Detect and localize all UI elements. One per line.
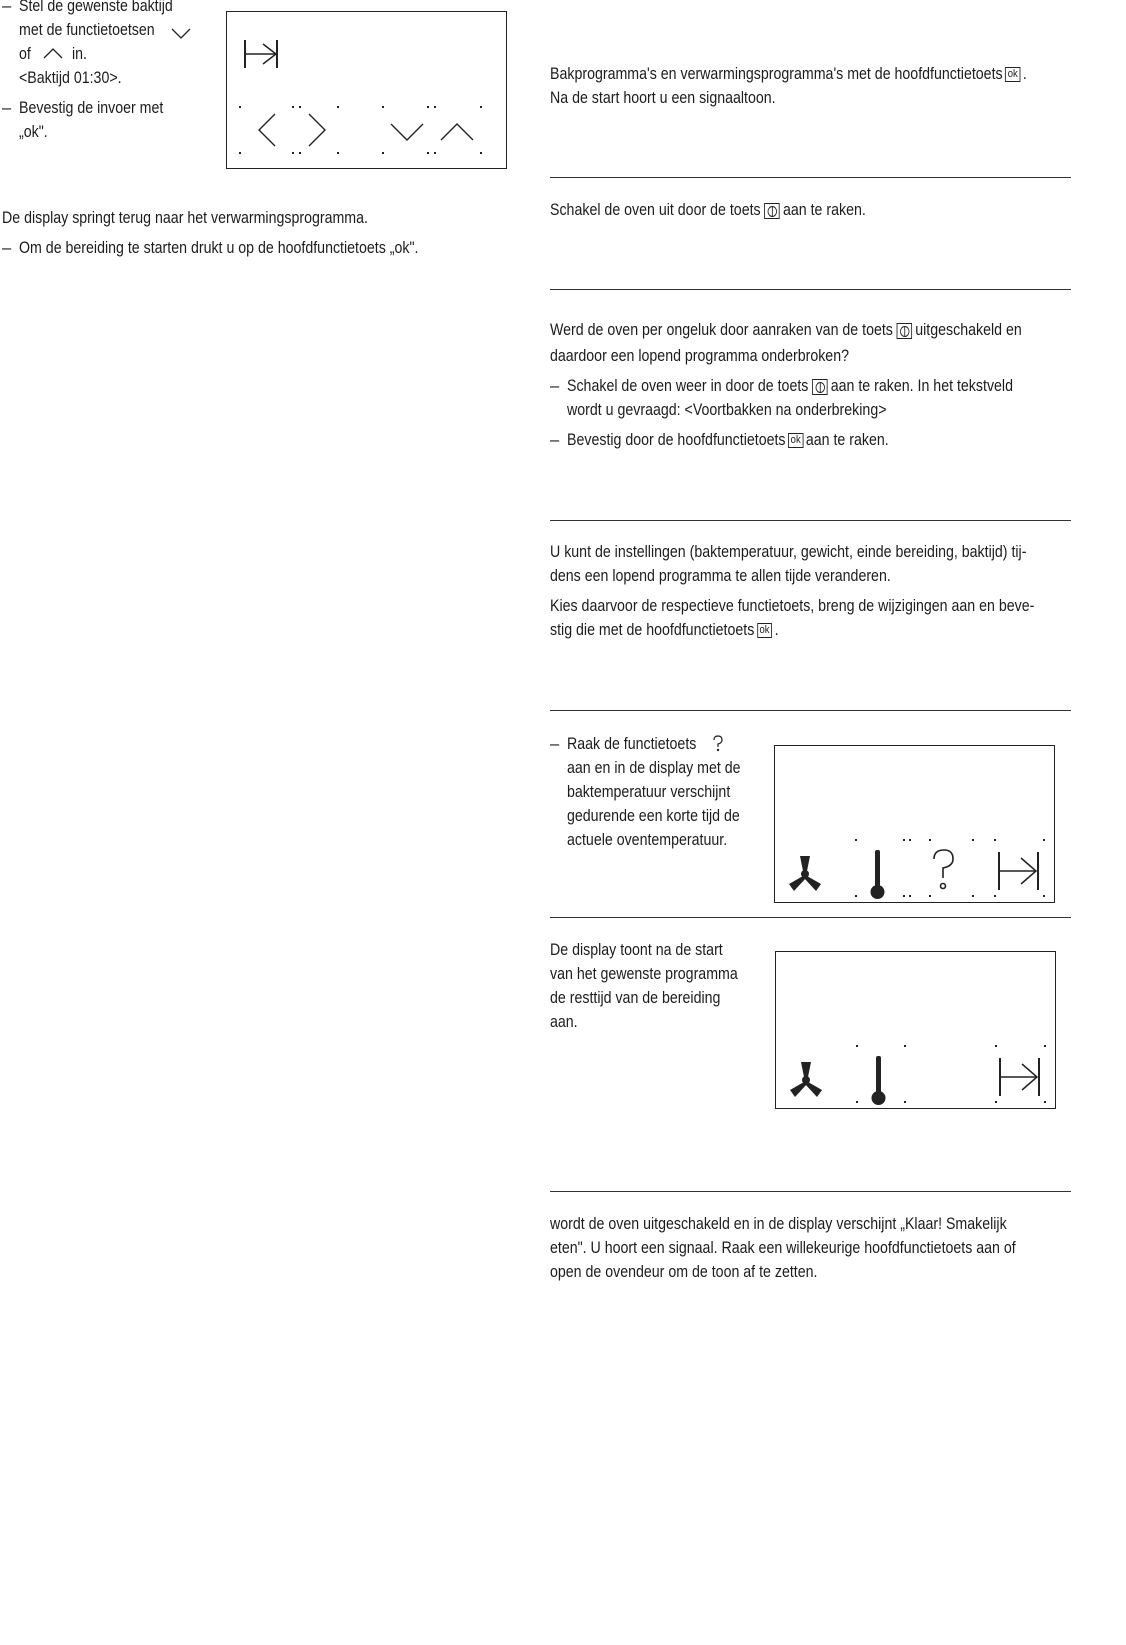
bullet-dash: – xyxy=(2,0,12,15)
chevron-up-icon xyxy=(42,46,64,60)
temperature-query-text: aan en in de display met de xyxy=(567,759,741,777)
start-instruction-text: Om de bereiding te starten drukt u op de hoofdfunctietoets „ok". xyxy=(19,239,419,257)
end-time-icon xyxy=(999,852,1038,890)
instruction-text: Stel de gewenste baktijd xyxy=(19,0,173,15)
change-settings-text: U kunt de instellingen (baktemperatuur, gewicht, einde bereiding, baktijd) tij- xyxy=(550,543,1027,561)
power-key-icon xyxy=(812,379,827,395)
temperature-query-text: actuele oventemperatuur. xyxy=(567,831,728,849)
change-settings-text: Kies daarvoor de respectieve functietoets, breng de wijzigingen aan en beve- xyxy=(550,597,1035,615)
bullet-dash: – xyxy=(550,735,560,753)
section-divider xyxy=(550,289,1071,290)
instruction-text: in. xyxy=(72,45,87,63)
instruction-text: met de functietoetsen xyxy=(19,21,155,39)
bullet-dash: – xyxy=(550,431,560,449)
temperature-query-text: Raak de functietoets xyxy=(567,735,697,753)
change-settings-text: dens een lopend programma te allen tijde veranderen. xyxy=(550,567,891,585)
temperature-query-text: baktemperatuur verschijnt xyxy=(567,783,731,801)
bullet-dash: – xyxy=(2,99,12,117)
confirm-instruction: Bevestig door de hoofdfunctietoets ok aan te raken. xyxy=(567,431,889,449)
bullet-dash: – xyxy=(550,377,560,395)
bullet-dash: – xyxy=(2,239,12,257)
finished-text: eten". U hoort een signaal. Raak een willekeurige hoofdfunctietoets aan of xyxy=(550,1239,1016,1257)
instruction-text: Bevestig de invoer met xyxy=(19,99,164,117)
instruction-text: „ok". xyxy=(19,123,48,141)
chevron-right-icon xyxy=(309,114,325,146)
oven-display-baktijd xyxy=(226,11,507,169)
remaining-time-text: De display toont na de start xyxy=(550,941,723,959)
thermometer-icon xyxy=(871,850,885,899)
section-divider xyxy=(550,710,1071,711)
display-key-row xyxy=(237,102,495,160)
resume-instruction: wordt u gevraagd: <Voortbakken na onderbreking> xyxy=(567,401,887,419)
end-time-icon xyxy=(1000,1058,1039,1096)
finished-text: wordt de oven uitgeschakeld en in de display verschijnt „Klaar! Smakelijk xyxy=(550,1215,1007,1233)
ok-key-icon: ok xyxy=(757,623,772,638)
resume-instruction: Schakel de oven weer in door de toets aan te raken. In het tekstveld xyxy=(567,377,1013,395)
chevron-down-icon xyxy=(391,124,423,140)
end-time-icon xyxy=(243,38,279,70)
ok-key-icon: ok xyxy=(788,433,803,448)
section-divider xyxy=(550,1191,1071,1192)
interruption-text: daardoor een lopend programma onderbroken? xyxy=(550,347,849,365)
change-settings-text: stig die met de hoofdfunctietoets ok . xyxy=(550,621,779,639)
thermometer-icon xyxy=(872,1056,886,1105)
remaining-time-text: aan. xyxy=(550,1013,578,1031)
start-program-text: Bakprogramma's en verwarmingsprogramma's met de hoofdfunctietoets ok . xyxy=(550,65,1027,83)
remaining-time-text: van het gewenste programma xyxy=(550,965,738,983)
display-return-text: De display springt terug naar het verwarmingsprogramma. xyxy=(2,209,368,227)
instruction-text: of xyxy=(19,45,31,63)
finished-text: open de ovendeur om de toon af te zetten. xyxy=(550,1263,818,1281)
power-key-icon xyxy=(764,203,779,219)
section-divider xyxy=(550,917,1071,918)
fan-icon xyxy=(790,1062,822,1097)
temperature-query-icon xyxy=(708,734,726,754)
chevron-up-icon xyxy=(441,124,473,140)
remaining-time-text: de resttijd van de bereiding xyxy=(550,989,721,1007)
instruction-text: <Baktijd 01:30>. xyxy=(19,69,122,87)
switch-off-text: Schakel de oven uit door de toets aan te raken. xyxy=(550,201,866,219)
section-divider xyxy=(550,520,1071,521)
temperature-query-text: gedurende een korte tijd de xyxy=(567,807,740,825)
display-icon-row xyxy=(776,952,1057,1110)
power-key-icon xyxy=(896,323,911,339)
display-icon-row xyxy=(775,746,1056,904)
ok-key-icon: ok xyxy=(1005,67,1020,82)
chevron-left-icon xyxy=(259,114,275,146)
temperature-query-icon xyxy=(934,850,953,889)
section-divider xyxy=(550,177,1071,178)
oven-display-temperature xyxy=(774,745,1055,903)
interruption-text: Werd de oven per ongeluk door aanraken van de toets uitgeschakeld en xyxy=(550,321,1022,339)
oven-display-remaining xyxy=(775,951,1056,1109)
chevron-down-icon xyxy=(170,26,192,40)
signal-tone-text: Na de start hoort u een signaaltoon. xyxy=(550,89,776,107)
fan-icon xyxy=(789,856,821,891)
